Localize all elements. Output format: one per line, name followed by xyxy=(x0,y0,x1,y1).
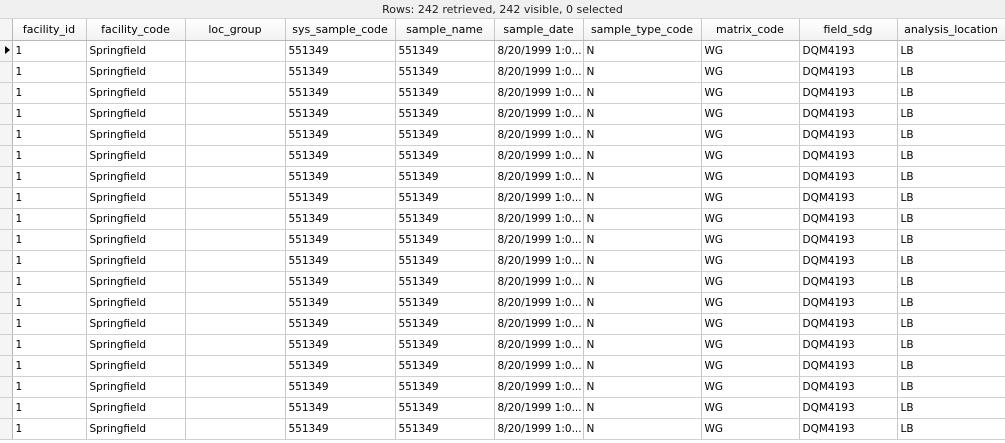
cell-analysis-location[interactable]: LB xyxy=(897,272,1005,293)
row-selector[interactable] xyxy=(0,272,12,293)
row-pointer-icon xyxy=(5,46,10,54)
cell-analysis-location[interactable]: LB xyxy=(897,146,1005,167)
cell-sample-name[interactable]: 551349 xyxy=(395,314,494,335)
header-row xyxy=(0,19,1005,41)
cell-sys-sample-code[interactable]: 551349 xyxy=(285,314,395,335)
cell-facility-code[interactable]: Springfield xyxy=(86,251,185,272)
cell-analysis-location[interactable]: LB xyxy=(897,41,1005,62)
cell-field-sdg[interactable]: DQM4193 xyxy=(799,293,897,314)
cell-sys-sample-code[interactable]: 551349 xyxy=(285,251,395,272)
row-selector[interactable] xyxy=(0,419,12,440)
cell-analysis-location[interactable]: LB xyxy=(897,377,1005,398)
table-row[interactable] xyxy=(0,188,1005,209)
row-selector[interactable] xyxy=(0,83,12,104)
cell-loc-group[interactable] xyxy=(185,41,285,62)
column-header-sys-sample-code[interactable]: sys_sample_code xyxy=(285,19,395,41)
cell-field-sdg[interactable]: DQM4193 xyxy=(799,188,897,209)
cell-sample-date[interactable]: 8/20/1999 1:0... xyxy=(494,293,583,314)
cell-facility-id[interactable]: 1 xyxy=(12,398,86,419)
table-row[interactable] xyxy=(0,398,1005,419)
cell-sample-name[interactable]: 551349 xyxy=(395,83,494,104)
cell-sample-name[interactable]: 551349 xyxy=(395,167,494,188)
cell-sample-date[interactable]: 8/20/1999 1:0... xyxy=(494,230,583,251)
cell-field-sdg[interactable]: DQM4193 xyxy=(799,272,897,293)
cell-matrix-code[interactable]: WG xyxy=(701,104,799,125)
cell-loc-group[interactable] xyxy=(185,356,285,377)
cell-facility-code[interactable]: Springfield xyxy=(86,62,185,83)
cell-matrix-code[interactable]: WG xyxy=(701,167,799,188)
cell-matrix-code[interactable]: WG xyxy=(701,146,799,167)
cell-loc-group[interactable] xyxy=(185,83,285,104)
cell-sample-type-code[interactable]: N xyxy=(583,230,701,251)
cell-loc-group[interactable] xyxy=(185,167,285,188)
cell-matrix-code[interactable]: WG xyxy=(701,209,799,230)
cell-analysis-location[interactable]: LB xyxy=(897,419,1005,440)
table-row[interactable] xyxy=(0,293,1005,314)
cell-analysis-location[interactable]: LB xyxy=(897,167,1005,188)
cell-facility-id[interactable]: 1 xyxy=(12,377,86,398)
cell-matrix-code[interactable]: WG xyxy=(701,335,799,356)
table-row[interactable] xyxy=(0,146,1005,167)
cell-facility-id[interactable]: 1 xyxy=(12,146,86,167)
cell-sys-sample-code[interactable]: 551349 xyxy=(285,335,395,356)
cell-matrix-code[interactable]: WG xyxy=(701,230,799,251)
cell-analysis-location[interactable]: LB xyxy=(897,62,1005,83)
cell-field-sdg[interactable]: DQM4193 xyxy=(799,314,897,335)
cell-analysis-location[interactable]: LB xyxy=(897,251,1005,272)
cell-sample-type-code[interactable]: N xyxy=(583,272,701,293)
cell-field-sdg[interactable]: DQM4193 xyxy=(799,62,897,83)
cell-facility-code[interactable]: Springfield xyxy=(86,293,185,314)
cell-sample-name[interactable]: 551349 xyxy=(395,272,494,293)
row-selector[interactable] xyxy=(0,230,12,251)
cell-analysis-location[interactable]: LB xyxy=(897,104,1005,125)
column-header-matrix-code[interactable]: matrix_code xyxy=(701,19,799,41)
cell-facility-code[interactable]: Springfield xyxy=(86,335,185,356)
column-header-facility-id[interactable]: facility_id xyxy=(12,19,86,41)
cell-facility-code[interactable]: Springfield xyxy=(86,419,185,440)
cell-facility-id[interactable]: 1 xyxy=(12,188,86,209)
cell-matrix-code[interactable]: WG xyxy=(701,272,799,293)
cell-analysis-location[interactable]: LB xyxy=(897,125,1005,146)
cell-facility-code[interactable]: Springfield xyxy=(86,230,185,251)
cell-sample-type-code[interactable]: N xyxy=(583,146,701,167)
cell-facility-code[interactable]: Springfield xyxy=(86,188,185,209)
cell-field-sdg[interactable]: DQM4193 xyxy=(799,251,897,272)
cell-facility-id[interactable]: 1 xyxy=(12,314,86,335)
cell-sys-sample-code[interactable]: 551349 xyxy=(285,125,395,146)
column-header-analysis-location[interactable]: analysis_location xyxy=(897,19,1005,41)
cell-facility-code[interactable]: Springfield xyxy=(86,83,185,104)
cell-sample-date[interactable]: 8/20/1999 1:0... xyxy=(494,167,583,188)
cell-loc-group[interactable] xyxy=(185,251,285,272)
cell-matrix-code[interactable]: WG xyxy=(701,125,799,146)
cell-sys-sample-code[interactable]: 551349 xyxy=(285,104,395,125)
cell-facility-id[interactable]: 1 xyxy=(12,335,86,356)
cell-matrix-code[interactable]: WG xyxy=(701,314,799,335)
cell-facility-id[interactable]: 1 xyxy=(12,104,86,125)
cell-matrix-code[interactable]: WG xyxy=(701,188,799,209)
cell-matrix-code[interactable]: WG xyxy=(701,398,799,419)
cell-sample-date[interactable]: 8/20/1999 1:0... xyxy=(494,83,583,104)
cell-sample-date[interactable]: 8/20/1999 1:0... xyxy=(494,419,583,440)
cell-sys-sample-code[interactable]: 551349 xyxy=(285,377,395,398)
cell-sample-type-code[interactable]: N xyxy=(583,377,701,398)
table-row[interactable] xyxy=(0,314,1005,335)
row-selector[interactable] xyxy=(0,188,12,209)
cell-field-sdg[interactable]: DQM4193 xyxy=(799,41,897,62)
cell-facility-id[interactable]: 1 xyxy=(12,419,86,440)
cell-facility-code[interactable]: Springfield xyxy=(86,209,185,230)
cell-facility-code[interactable]: Springfield xyxy=(86,167,185,188)
cell-sample-name[interactable]: 551349 xyxy=(395,62,494,83)
cell-matrix-code[interactable]: WG xyxy=(701,377,799,398)
row-selector[interactable] xyxy=(0,209,12,230)
cell-analysis-location[interactable]: LB xyxy=(897,314,1005,335)
cell-sample-type-code[interactable]: N xyxy=(583,125,701,146)
cell-facility-code[interactable]: Springfield xyxy=(86,377,185,398)
data-grid[interactable] xyxy=(0,19,1005,440)
table-row[interactable] xyxy=(0,419,1005,440)
cell-sample-type-code[interactable]: N xyxy=(583,251,701,272)
table-row[interactable] xyxy=(0,377,1005,398)
table-row[interactable] xyxy=(0,167,1005,188)
cell-facility-id[interactable]: 1 xyxy=(12,230,86,251)
cell-sys-sample-code[interactable]: 551349 xyxy=(285,62,395,83)
cell-analysis-location[interactable]: LB xyxy=(897,335,1005,356)
cell-sample-date[interactable]: 8/20/1999 1:0... xyxy=(494,272,583,293)
cell-sample-date[interactable]: 8/20/1999 1:0... xyxy=(494,209,583,230)
table-row[interactable] xyxy=(0,272,1005,293)
cell-loc-group[interactable] xyxy=(185,230,285,251)
cell-loc-group[interactable] xyxy=(185,398,285,419)
table-row[interactable] xyxy=(0,230,1005,251)
cell-sample-date[interactable]: 8/20/1999 1:0... xyxy=(494,251,583,272)
cell-sys-sample-code[interactable]: 551349 xyxy=(285,167,395,188)
cell-field-sdg[interactable]: DQM4193 xyxy=(799,83,897,104)
cell-sample-name[interactable]: 551349 xyxy=(395,251,494,272)
cell-sample-name[interactable]: 551349 xyxy=(395,335,494,356)
table-row[interactable] xyxy=(0,209,1005,230)
cell-facility-code[interactable]: Springfield xyxy=(86,272,185,293)
cell-analysis-location[interactable]: LB xyxy=(897,83,1005,104)
cell-analysis-location[interactable]: LB xyxy=(897,188,1005,209)
cell-sample-name[interactable]: 551349 xyxy=(395,356,494,377)
cell-sample-name[interactable]: 551349 xyxy=(395,188,494,209)
cell-matrix-code[interactable]: WG xyxy=(701,83,799,104)
cell-sys-sample-code[interactable]: 551349 xyxy=(285,419,395,440)
cell-sys-sample-code[interactable]: 551349 xyxy=(285,188,395,209)
cell-sample-name[interactable]: 551349 xyxy=(395,104,494,125)
cell-loc-group[interactable] xyxy=(185,377,285,398)
cell-field-sdg[interactable]: DQM4193 xyxy=(799,335,897,356)
cell-facility-id[interactable]: 1 xyxy=(12,125,86,146)
cell-analysis-location[interactable]: LB xyxy=(897,398,1005,419)
cell-sample-name[interactable]: 551349 xyxy=(395,146,494,167)
cell-facility-id[interactable]: 1 xyxy=(12,62,86,83)
cell-facility-id[interactable]: 1 xyxy=(12,251,86,272)
table-row[interactable] xyxy=(0,62,1005,83)
cell-sample-date[interactable]: 8/20/1999 1:0... xyxy=(494,188,583,209)
cell-sample-date[interactable]: 8/20/1999 1:0... xyxy=(494,398,583,419)
cell-sample-name[interactable]: 551349 xyxy=(395,293,494,314)
cell-field-sdg[interactable]: DQM4193 xyxy=(799,125,897,146)
cell-loc-group[interactable] xyxy=(185,62,285,83)
cell-sample-name[interactable]: 551349 xyxy=(395,377,494,398)
cell-field-sdg[interactable]: DQM4193 xyxy=(799,398,897,419)
cell-facility-id[interactable]: 1 xyxy=(12,293,86,314)
column-header-loc-group[interactable]: loc_group xyxy=(185,19,285,41)
cell-sys-sample-code[interactable]: 551349 xyxy=(285,272,395,293)
row-selector[interactable] xyxy=(0,104,12,125)
cell-facility-code[interactable]: Springfield xyxy=(86,314,185,335)
cell-loc-group[interactable] xyxy=(185,125,285,146)
cell-facility-id[interactable]: 1 xyxy=(12,356,86,377)
cell-facility-id[interactable]: 1 xyxy=(12,209,86,230)
cell-facility-id[interactable]: 1 xyxy=(12,167,86,188)
cell-sample-type-code[interactable]: N xyxy=(583,209,701,230)
cell-facility-code[interactable]: Springfield xyxy=(86,146,185,167)
cell-sample-name[interactable]: 551349 xyxy=(395,419,494,440)
row-selector[interactable] xyxy=(0,335,12,356)
row-selector[interactable] xyxy=(0,398,12,419)
cell-facility-id[interactable]: 1 xyxy=(12,83,86,104)
cell-loc-group[interactable] xyxy=(185,293,285,314)
cell-matrix-code[interactable]: WG xyxy=(701,419,799,440)
cell-sys-sample-code[interactable]: 551349 xyxy=(285,41,395,62)
cell-facility-code[interactable]: Springfield xyxy=(86,104,185,125)
cell-loc-group[interactable] xyxy=(185,188,285,209)
table-row[interactable] xyxy=(0,41,1005,62)
row-selector[interactable] xyxy=(0,146,12,167)
cell-sys-sample-code[interactable]: 551349 xyxy=(285,83,395,104)
cell-facility-code[interactable]: Springfield xyxy=(86,41,185,62)
cell-sys-sample-code[interactable]: 551349 xyxy=(285,209,395,230)
cell-facility-id[interactable]: 1 xyxy=(12,272,86,293)
cell-field-sdg[interactable]: DQM4193 xyxy=(799,377,897,398)
cell-sample-date[interactable]: 8/20/1999 1:0... xyxy=(494,41,583,62)
cell-facility-code[interactable]: Springfield xyxy=(86,125,185,146)
column-header-field-sdg[interactable]: field_sdg xyxy=(799,19,897,41)
row-selector[interactable] xyxy=(0,314,12,335)
table-row[interactable] xyxy=(0,125,1005,146)
status-bar xyxy=(0,0,1005,19)
cell-field-sdg[interactable]: DQM4193 xyxy=(799,356,897,377)
cell-loc-group[interactable] xyxy=(185,419,285,440)
cell-sample-date[interactable]: 8/20/1999 1:0... xyxy=(494,314,583,335)
cell-sample-date[interactable]: 8/20/1999 1:0... xyxy=(494,104,583,125)
cell-field-sdg[interactable]: DQM4193 xyxy=(799,230,897,251)
cell-field-sdg[interactable]: DQM4193 xyxy=(799,419,897,440)
cell-sys-sample-code[interactable]: 551349 xyxy=(285,230,395,251)
table-row[interactable] xyxy=(0,251,1005,272)
cell-sys-sample-code[interactable]: 551349 xyxy=(285,146,395,167)
cell-sample-name[interactable]: 551349 xyxy=(395,398,494,419)
cell-sample-date[interactable]: 8/20/1999 1:0... xyxy=(494,146,583,167)
cell-sample-date[interactable]: 8/20/1999 1:0... xyxy=(494,356,583,377)
column-header-sample-date[interactable]: sample_date xyxy=(494,19,583,41)
cell-sample-date[interactable]: 8/20/1999 1:0... xyxy=(494,335,583,356)
cell-analysis-location[interactable]: LB xyxy=(897,230,1005,251)
column-header-facility-code[interactable]: facility_code xyxy=(86,19,185,41)
table-row[interactable] xyxy=(0,83,1005,104)
cell-sample-date[interactable]: 8/20/1999 1:0... xyxy=(494,62,583,83)
cell-analysis-location[interactable]: LB xyxy=(897,293,1005,314)
row-selector[interactable] xyxy=(0,125,12,146)
cell-loc-group[interactable] xyxy=(185,146,285,167)
cell-loc-group[interactable] xyxy=(185,104,285,125)
row-selector[interactable] xyxy=(0,62,12,83)
cell-facility-id[interactable]: 1 xyxy=(12,41,86,62)
grid-body xyxy=(0,41,1005,440)
row-selector-header[interactable] xyxy=(0,19,12,41)
cell-field-sdg[interactable]: DQM4193 xyxy=(799,209,897,230)
cell-sys-sample-code[interactable]: 551349 xyxy=(285,398,395,419)
cell-sample-type-code[interactable]: N xyxy=(583,314,701,335)
row-selector[interactable] xyxy=(0,251,12,272)
table-row[interactable] xyxy=(0,335,1005,356)
row-selector[interactable] xyxy=(0,377,12,398)
cell-facility-code[interactable]: Springfield xyxy=(86,398,185,419)
cell-matrix-code[interactable]: WG xyxy=(701,251,799,272)
cell-sample-type-code[interactable]: N xyxy=(583,293,701,314)
column-header-sample-type-code[interactable]: sample_type_code xyxy=(583,19,701,41)
cell-sample-type-code[interactable]: N xyxy=(583,104,701,125)
cell-sample-date[interactable]: 8/20/1999 1:0... xyxy=(494,377,583,398)
cell-sys-sample-code[interactable]: 551349 xyxy=(285,293,395,314)
cell-sample-type-code[interactable]: N xyxy=(583,419,701,440)
cell-sample-name[interactable]: 551349 xyxy=(395,41,494,62)
cell-analysis-location[interactable]: LB xyxy=(897,356,1005,377)
row-selector[interactable] xyxy=(0,41,12,62)
row-selector[interactable] xyxy=(0,293,12,314)
row-selector[interactable] xyxy=(0,167,12,188)
cell-sample-type-code[interactable]: N xyxy=(583,41,701,62)
cell-analysis-location[interactable]: LB xyxy=(897,209,1005,230)
cell-sample-type-code[interactable]: N xyxy=(583,188,701,209)
cell-loc-group[interactable] xyxy=(185,209,285,230)
cell-sys-sample-code[interactable]: 551349 xyxy=(285,356,395,377)
table-row[interactable] xyxy=(0,356,1005,377)
cell-matrix-code[interactable]: WG xyxy=(701,293,799,314)
cell-loc-group[interactable] xyxy=(185,272,285,293)
row-count-status: Rows: 242 retrieved, 242 visible, 0 selected xyxy=(382,2,623,16)
cell-sample-type-code[interactable]: N xyxy=(583,167,701,188)
cell-field-sdg[interactable]: DQM4193 xyxy=(799,167,897,188)
cell-sample-type-code[interactable]: N xyxy=(583,62,701,83)
cell-sample-type-code[interactable]: N xyxy=(583,83,701,104)
cell-matrix-code[interactable]: WG xyxy=(701,41,799,62)
cell-sample-name[interactable]: 551349 xyxy=(395,230,494,251)
cell-sample-type-code[interactable]: N xyxy=(583,398,701,419)
cell-facility-code[interactable]: Springfield xyxy=(86,356,185,377)
cell-sample-type-code[interactable]: N xyxy=(583,356,701,377)
row-selector[interactable] xyxy=(0,356,12,377)
cell-sample-name[interactable]: 551349 xyxy=(395,125,494,146)
cell-sample-date[interactable]: 8/20/1999 1:0... xyxy=(494,125,583,146)
cell-matrix-code[interactable]: WG xyxy=(701,62,799,83)
cell-field-sdg[interactable]: DQM4193 xyxy=(799,104,897,125)
cell-loc-group[interactable] xyxy=(185,314,285,335)
cell-sample-name[interactable]: 551349 xyxy=(395,209,494,230)
cell-matrix-code[interactable]: WG xyxy=(701,356,799,377)
column-header-sample-name[interactable]: sample_name xyxy=(395,19,494,41)
cell-field-sdg[interactable]: DQM4193 xyxy=(799,146,897,167)
cell-sample-type-code[interactable]: N xyxy=(583,335,701,356)
cell-loc-group[interactable] xyxy=(185,335,285,356)
table-row[interactable] xyxy=(0,104,1005,125)
